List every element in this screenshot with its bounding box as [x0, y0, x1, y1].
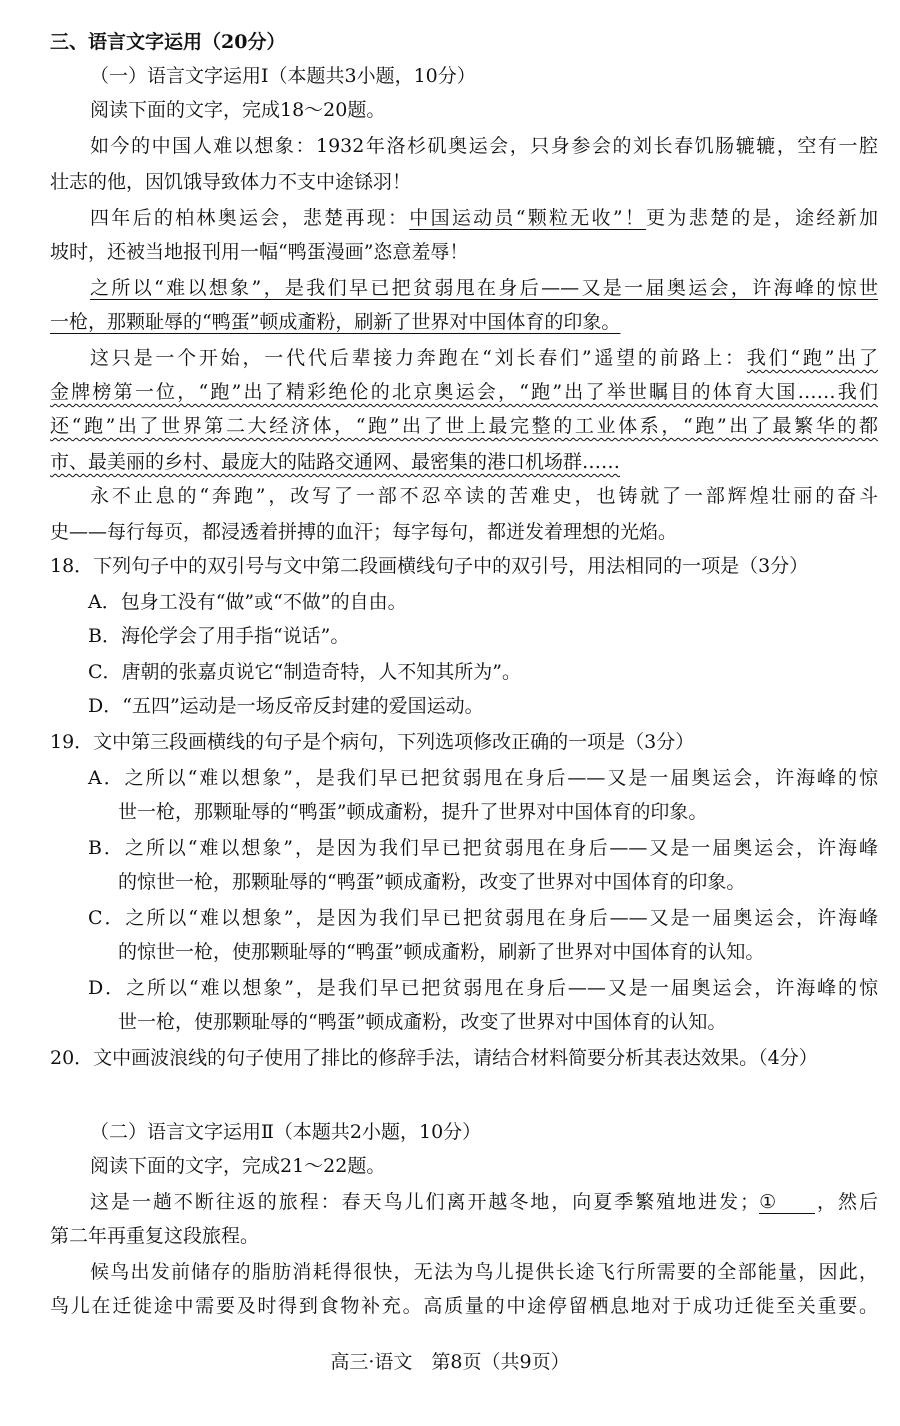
p2-text-a: 四年后的柏林奥运会，悲楚再现： [90, 207, 410, 229]
page-footer: 高三·语文 第8页（共9页） [330, 1351, 570, 1373]
part2-instruction: 阅读下面的文字，完成21～22题。 [90, 1155, 386, 1177]
q19-option-a-line2: 世一枪，那颗耻辱的“鸭蛋”顿成齑粉，提升了世界对中国体育的印象。 [118, 801, 708, 823]
passage-p1-line2: 壮志的他，因饥饿导致体力不支中途铩羽！ [50, 171, 412, 193]
part2-p1-text-a: 这是一趟不断往返的旅程：春天鸟儿们离开越冬地，向夏季繁殖地进发； [90, 1191, 760, 1213]
part2-p2-line1: 候鸟出发前储存的脂肪消耗得很快，无法为鸟儿提供长途飞行所需要的全部能量，因此， [90, 1261, 878, 1283]
passage-p2-line1 [90, 203, 878, 233]
part2-title: （二）语言文字运用Ⅱ（本题共2小题，10分） [90, 1121, 482, 1143]
p2-text-c: 更为悲楚的是，途经新加 [646, 207, 878, 229]
q18-option-d: D．“五四”运动是一场反帝反封建的爱国运动。 [88, 695, 484, 717]
part2-p1-line2: 第二年再重复这段旅程。 [50, 1225, 260, 1247]
passage-p4-line4: 市、最美丽的乡村、最庞大的陆路交通网、最密集的港口机场群…… [50, 451, 621, 473]
passage-p4-line2: 金牌榜第一位，“跑”出了精彩绝伦的北京奥运会，“跑”出了举世瞩目的体育大国……我们 [50, 381, 878, 403]
part1-instruction: 阅读下面的文字，完成18～20题。 [90, 99, 386, 121]
p2-underlined-sentence: 中国运动员“颗粒无收”！ [409, 207, 647, 229]
q19-stem: 19．文中第三段画横线的句子是个病句，下列选项修改正确的一项是（3分） [50, 731, 695, 753]
q18-option-c: C．唐朝的张嘉贞说它“制造奇特，人不知其所为”。 [88, 661, 521, 683]
q19-option-c-line2: 的惊世一枪，使那颗耻辱的“鸭蛋”顿成齑粉，刷新了世界对中国体育的认知。 [118, 941, 765, 963]
q20-stem: 20．文中画波浪线的句子使用了排比的修辞手法，请结合材料简要分析其表达效果。（4分） [50, 1047, 818, 1069]
q19-option-a-line1: A．之所以“难以想象”，是我们早已把贫弱甩在身后——又是一届奥运会，许海峰的惊 [88, 767, 878, 789]
q19-option-d-line2: 世一枪，使那颗耻辱的“鸭蛋”顿成齑粉，改变了世界对中国体育的认知。 [118, 1011, 727, 1033]
passage-p2-line2: 坡时，还被当地报刊用一幅“鸭蛋漫画”恣意羞辱！ [50, 241, 469, 263]
passage-p1-line1: 如今的中国人难以想象：1932年洛杉矶奥运会，只身参会的刘长春饥肠辘辘，空有一腔 [90, 135, 878, 157]
q19-option-d-line1: D．之所以“难以想象”，是我们早已把贫弱甩在身后——又是一届奥运会，许海峰的惊 [88, 977, 878, 999]
passage-p5-line1: 永不止息的“奔跑”，改写了一部不忍卒读的苦难史，也铸就了一部辉煌壮丽的奋斗 [90, 485, 878, 507]
q19-option-b-line1: B．之所以“难以想象”，是因为我们早已把贫弱甩在身后——又是一届奥运会，许海峰 [88, 837, 878, 859]
part2-p1-text-c: ，然后 [815, 1191, 878, 1213]
passage-p4-line3: 还“跑”出了世界第二大经济体，“跑”出了世上最完整的工业体系，“跑”出了最繁华的都 [50, 415, 878, 437]
q19-option-b-line2: 的惊世一枪，那颗耻辱的“鸭蛋”顿成齑粉，改变了世界对中国体育的印象。 [118, 871, 746, 893]
q19-option-c-line1: C．之所以“难以想象”，是因为我们早已把贫弱甩在身后——又是一届奥运会，许海峰 [88, 907, 878, 929]
passage-p5-line2: 史——每行每页，都浸透着拼搏的血汗；每字每句，都迸发着理想的光焰。 [50, 521, 678, 543]
p4-wavy-start: 我们“跑”出了 [746, 347, 878, 369]
p4-text-a: 这只是一个开始，一代代后辈接力奔跑在“刘长春们”遥望的前路上： [90, 347, 747, 369]
passage-p3-line1: 之所以“难以想象”，是我们早已把贫弱甩在身后——又是一届奥运会，许海峰的惊世 [90, 277, 878, 299]
q18-option-b: B．海伦学会了用手指“说话”。 [88, 625, 350, 647]
section-title: 三、语言文字运用（20分） [50, 31, 286, 53]
part1-title: （一）语言文字运用Ⅰ（本题共3小题，10分） [90, 65, 476, 87]
passage-p3-line2: 一枪，那颗耻辱的“鸭蛋”顿成齑粉，刷新了世界对中国体育的印象。 [50, 311, 621, 333]
part2-p2-line2: 鸟儿在迁徙途中需要及时得到食物补充。高质量的中途停留栖息地对于成功迁徙至关重要。 [50, 1295, 878, 1317]
blank-1: ① [759, 1191, 815, 1214]
q18-stem: 18．下列句子中的双引号与文中第二段画横线句子中的双引号，用法相同的一项是（3分） [50, 555, 809, 577]
part2-p1-line1 [90, 1187, 878, 1217]
passage-p4-line1 [90, 343, 878, 373]
q18-option-a: A．包身工没有“做”或“不做”的自由。 [88, 591, 407, 613]
